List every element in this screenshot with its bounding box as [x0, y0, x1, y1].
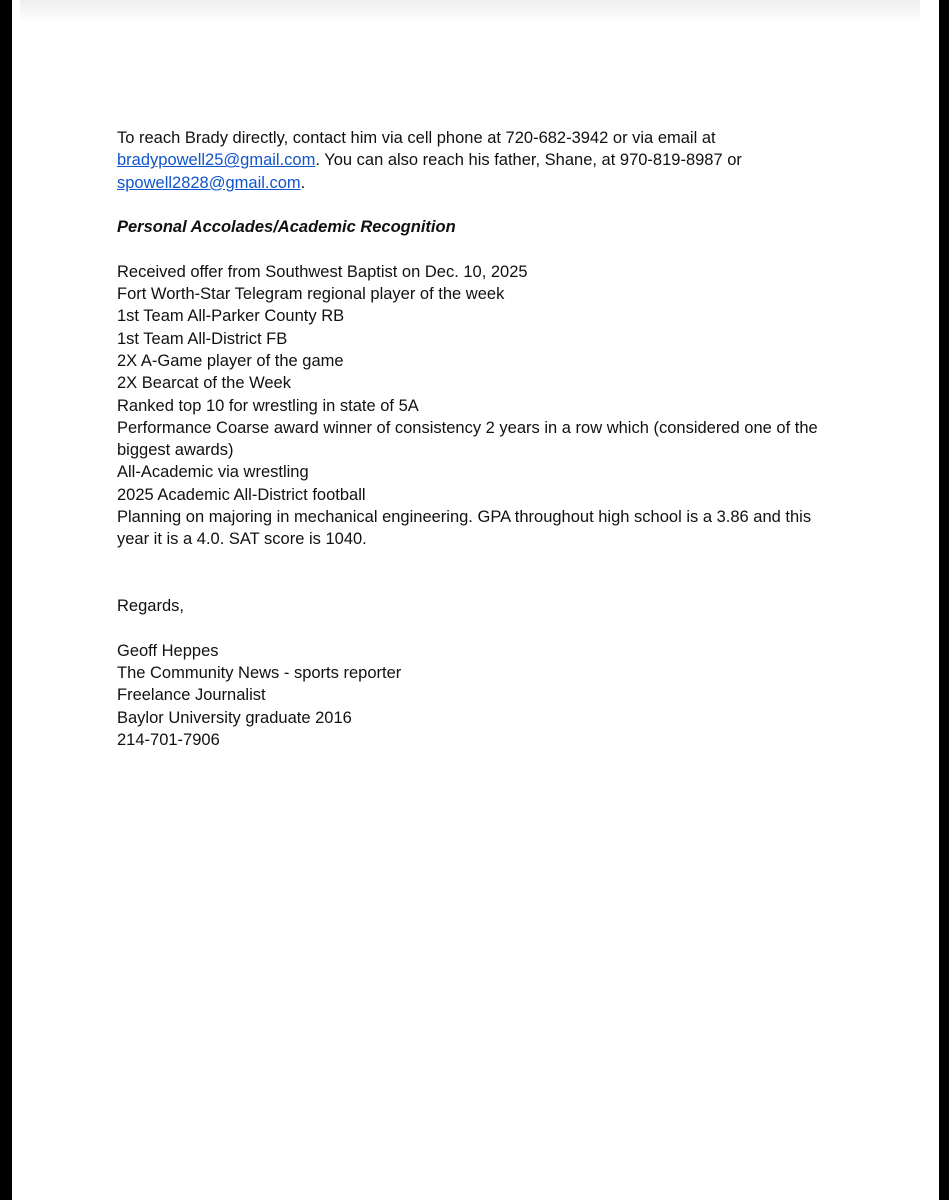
left-border: [0, 0, 12, 1200]
contact-end: .: [300, 173, 306, 192]
contact-paragraph: [117, 127, 842, 194]
contact-intro: To reach Brady directly, contact him via cell phone at 720-682-3942 or via email at: [117, 129, 716, 147]
accolade-item: Planning on majoring in mechanical engineering. GPA throughout high school is a 3.86 and this year it is a 4.0. SAT score is 1040.: [117, 508, 812, 549]
top-shadow: [20, 0, 920, 22]
brady-email-link[interactable]: bradypowell25@gmail.com: [117, 151, 316, 170]
signature-title: Freelance Journalist: [117, 686, 266, 705]
signature-role: The Community News - sports reporter: [117, 664, 402, 683]
accolade-item: Fort Worth-Star Telegram regional player of the week: [117, 285, 505, 304]
signature-phone: 214-701-7906: [117, 731, 220, 750]
document-body: [117, 127, 842, 751]
accolades-heading: Personal Accolades/Academic Recognition: [117, 218, 456, 237]
signature-education: Baylor University graduate 2016: [117, 708, 352, 727]
accolade-item: All-Academic via wrestling: [117, 463, 309, 482]
accolade-item: Performance Coarse award winner of consistency 2 years in a row which (considered one of the biggest awards): [117, 418, 818, 460]
accolades-list: [117, 261, 842, 551]
right-border: [939, 0, 949, 1200]
accolade-item: 1st Team All-Parker County RB: [117, 307, 345, 326]
accolade-item: 2025 Academic All-District football: [117, 485, 366, 504]
accolade-item: 2X A-Game player of the game: [117, 351, 344, 370]
signature-block: [117, 640, 842, 751]
accolade-item: 2X Bearcat of the Week: [117, 374, 291, 393]
accolade-item: Received offer from Southwest Baptist on Dec. 10, 2025: [117, 262, 528, 281]
shane-email-link[interactable]: spowell2828@gmail.com: [117, 173, 301, 192]
signature-name: Geoff Heppes: [117, 641, 219, 660]
contact-middle: . You can also reach his father, Shane, at 970-819-8987 or: [315, 151, 742, 170]
accolade-item: Ranked top 10 for wrestling in state of 5A: [117, 396, 419, 415]
accolade-item: 1st Team All-District FB: [117, 329, 288, 348]
regards-line: Regards,: [117, 597, 184, 616]
